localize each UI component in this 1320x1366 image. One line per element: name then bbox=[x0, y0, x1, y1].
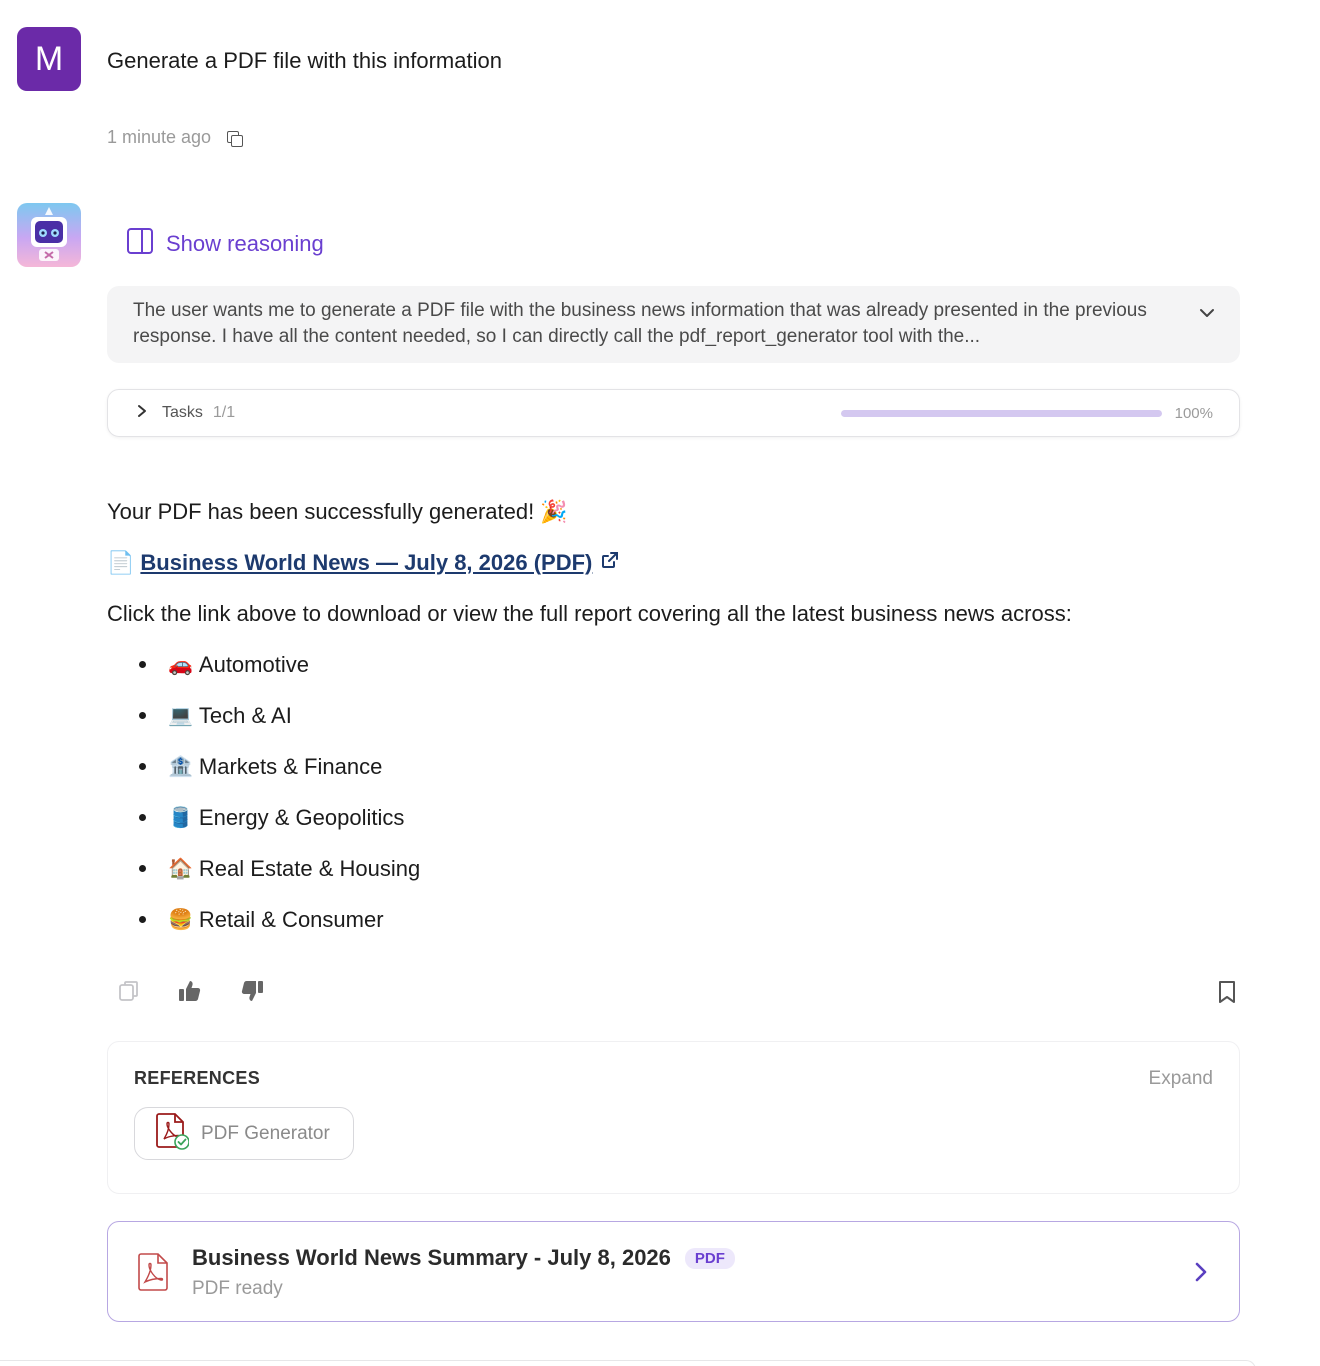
pdf-check-icon bbox=[155, 1112, 189, 1156]
composer-edge bbox=[0, 1360, 1256, 1366]
category-emoji-icon: 💻 bbox=[168, 705, 193, 727]
category-item bbox=[107, 690, 1072, 741]
tasks-count: 1/1 bbox=[212, 404, 236, 421]
file-title: Business World News Summary - July 8, 2026 bbox=[192, 1245, 671, 1270]
category-emoji-icon: 🏠 bbox=[168, 858, 193, 880]
category-label: Markets & Finance bbox=[198, 753, 383, 779]
message-meta bbox=[107, 127, 243, 148]
thumbs-up-icon[interactable] bbox=[177, 978, 203, 1009]
chevron-right-icon bbox=[136, 404, 148, 423]
assistant-answer bbox=[107, 486, 1072, 945]
show-reasoning-label: Show reasoning bbox=[166, 231, 324, 256]
sidebar-panel-icon bbox=[126, 227, 154, 261]
category-item bbox=[107, 843, 1072, 894]
category-label: Real Estate & Housing bbox=[198, 855, 421, 881]
category-label: Tech & AI bbox=[198, 702, 292, 728]
category-item bbox=[107, 639, 1072, 690]
bookmark-icon[interactable] bbox=[1215, 979, 1239, 1010]
file-type-badge: PDF bbox=[685, 1248, 735, 1269]
pdf-file-icon bbox=[137, 1252, 171, 1297]
tasks-progress-label: 100% bbox=[1174, 404, 1213, 422]
category-emoji-icon: 🍔 bbox=[168, 909, 193, 931]
thumbs-down-icon[interactable] bbox=[239, 978, 265, 1009]
show-reasoning-button[interactable] bbox=[126, 227, 324, 261]
robot-avatar-icon bbox=[17, 203, 81, 267]
reference-chip-label: PDF Generator bbox=[201, 1122, 330, 1144]
chevron-down-icon[interactable] bbox=[1198, 304, 1216, 330]
reference-chip-pdf-generator[interactable] bbox=[134, 1107, 354, 1160]
category-item bbox=[107, 894, 1072, 945]
user-message-text: Generate a PDF file with this information bbox=[107, 48, 502, 73]
message-actions bbox=[117, 978, 265, 1009]
user-avatar: M bbox=[17, 27, 81, 91]
references-expand-button[interactable]: Expand bbox=[1148, 1068, 1213, 1089]
page-emoji-icon: 📄 bbox=[107, 549, 135, 575]
tasks-label: Tasks bbox=[162, 404, 203, 421]
tasks-progress-bar bbox=[841, 410, 1162, 417]
category-emoji-icon: 🛢️ bbox=[168, 807, 193, 829]
reasoning-preview bbox=[107, 286, 1240, 363]
chevron-right-icon bbox=[1193, 1260, 1209, 1289]
pdf-link-line bbox=[107, 537, 1072, 588]
category-emoji-icon: 🏦 bbox=[168, 756, 193, 778]
tasks-toggle[interactable] bbox=[107, 389, 1240, 437]
file-title-row bbox=[192, 1245, 735, 1271]
references-panel bbox=[107, 1041, 1240, 1194]
category-emoji-icon: 🚗 bbox=[168, 654, 193, 676]
message-timestamp: 1 minute ago bbox=[107, 127, 212, 147]
description-text: Click the link above to download or view the full report covering all the latest business news across: bbox=[107, 600, 1072, 626]
success-message: Your PDF has been successfully generated! 🎉 bbox=[107, 498, 568, 524]
category-item bbox=[107, 792, 1072, 843]
pdf-file-card[interactable] bbox=[107, 1221, 1240, 1322]
category-label: Retail & Consumer bbox=[198, 906, 384, 932]
copy-icon[interactable] bbox=[225, 129, 243, 147]
category-item bbox=[107, 741, 1072, 792]
category-label: Automotive bbox=[198, 651, 309, 677]
reasoning-text: The user wants me to generate a PDF file with the business news information that was already presented in the previous response. I have all the content needed, so I can directly call the pdf_report_generator tool with the... bbox=[133, 300, 1147, 347]
tasks-progress-fill bbox=[841, 410, 1162, 417]
file-status: PDF ready bbox=[192, 1278, 283, 1299]
references-title: REFERENCES bbox=[134, 1068, 261, 1088]
category-label: Energy & Geopolitics bbox=[198, 804, 405, 830]
copy-icon[interactable] bbox=[117, 979, 141, 1008]
pdf-download-link[interactable]: Business World News — July 8, 2026 (PDF) bbox=[140, 549, 593, 575]
category-list bbox=[107, 639, 1072, 945]
external-link-icon[interactable] bbox=[600, 550, 620, 576]
